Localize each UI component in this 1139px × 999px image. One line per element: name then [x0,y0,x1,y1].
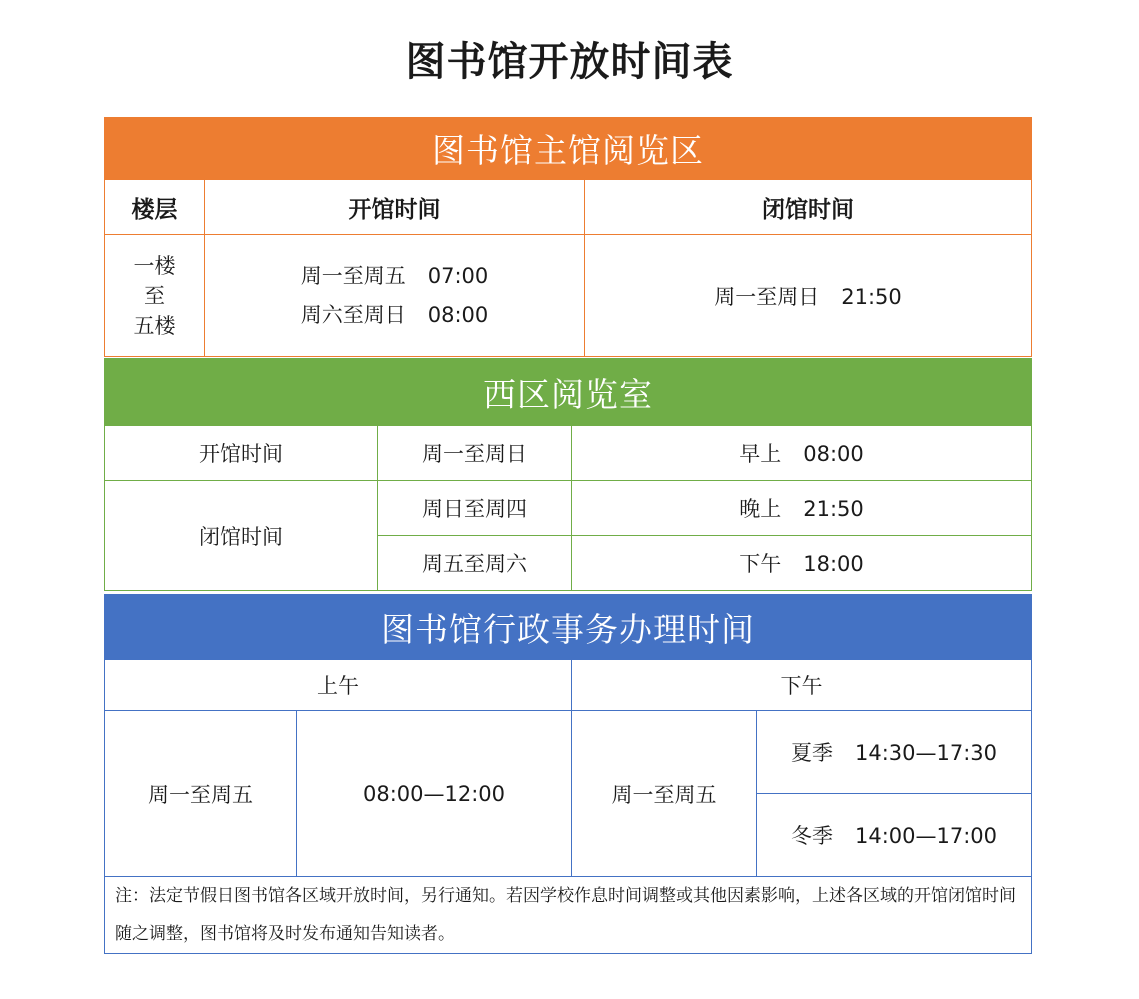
main-reading-header: 图书馆主馆阅览区 [105,118,1032,180]
admin-header: 图书馆行政事务办理时间 [105,595,1032,660]
west-open-label: 开馆时间 [105,426,378,481]
west-reading-header: 西区阅览室 [105,359,1032,426]
open-time-row [205,296,584,335]
open-days: 周六至周日 [300,302,406,327]
main-reading-table [104,117,1032,357]
afternoon-label: 下午 [572,660,1032,711]
west-close-label: 闭馆时间 [105,481,378,591]
winter-cell [757,794,1032,877]
summer-label: 夏季 [790,741,833,765]
west-close-time: 21:50 [803,497,864,521]
morning-label: 上午 [105,660,572,711]
open-days: 周一至周五 [300,263,406,288]
west-close-days: 周五至周六 [378,536,572,591]
admin-hours-table [104,594,1032,954]
floor-line: 至 [144,283,165,308]
west-open-time-cell [572,426,1032,481]
close-column-header: 闭馆时间 [585,180,1032,235]
west-close-time: 18:00 [803,552,864,576]
morning-days: 周一至周五 [105,711,297,877]
west-close-time-cell [572,536,1032,591]
west-open-time: 08:00 [803,442,864,466]
winter-time: 14:00—17:00 [854,824,998,848]
open-time: 07:00 [427,263,489,288]
close-days: 周一至周日 [714,284,820,309]
summer-cell [757,711,1032,794]
close-time-cell [585,235,1032,357]
winter-label: 冬季 [790,824,833,848]
west-reading-table [104,358,1032,591]
afternoon-days: 周一至周五 [572,711,757,877]
west-close-period: 晚上 [739,497,782,521]
open-time-cell [205,235,585,357]
summer-time: 14:30—17:30 [854,741,998,765]
floor-line: 五楼 [133,313,176,338]
close-time: 21:50 [841,284,902,309]
morning-time: 08:00—12:00 [297,711,572,877]
footnote: 注：法定节假日图书馆各区域开放时间，另行通知。若因学校作息时间调整或其他因素影响，上述各区域的开馆闭馆时间随之调整，图书馆将及时发布通知告知读者。 [105,877,1032,954]
west-close-period: 下午 [739,552,782,576]
floor-line: 一楼 [133,253,176,278]
west-close-days: 周日至周四 [378,481,572,536]
open-time-row [205,257,584,296]
open-time: 08:00 [427,302,489,327]
west-close-time-cell [572,481,1032,536]
page-title: 图书馆开放时间表 [405,38,734,85]
open-column-header: 开馆时间 [205,180,585,235]
west-open-period: 早上 [739,442,782,466]
floor-cell [105,235,205,357]
west-open-days: 周一至周日 [378,426,572,481]
floor-column-header: 楼层 [105,180,205,235]
